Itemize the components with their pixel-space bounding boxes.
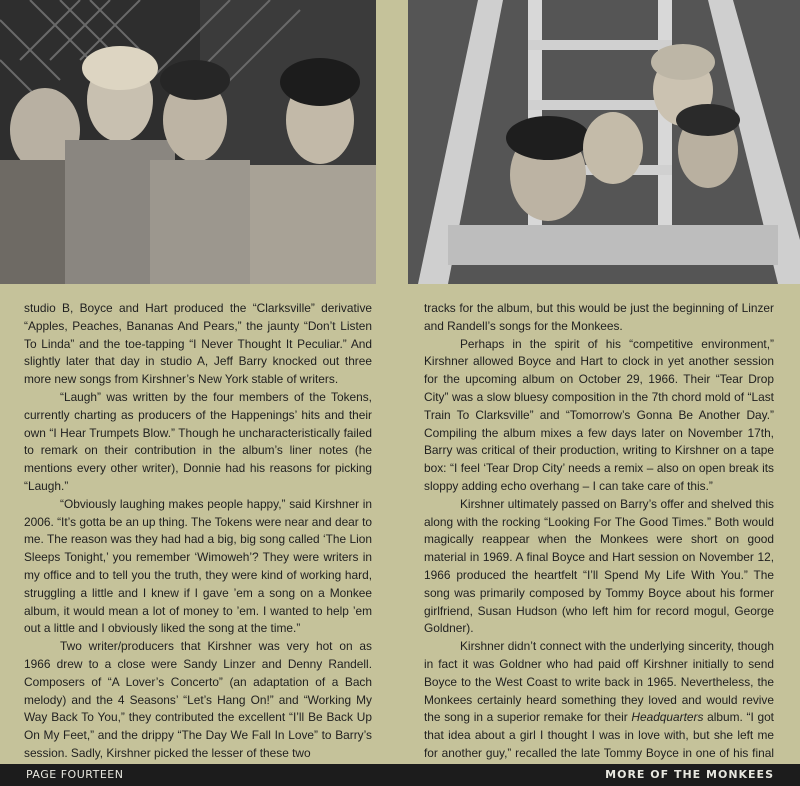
paragraph-text: album. “I got that idea about a girl I thought I was in love with, but she left me for another guy,” recalled the late Tommy Boyce in one of his final — [424, 710, 774, 760]
paragraph: Kirshner ultimately passed on Barry’s offer and shelved this along with the rocking “Looking For The Good Times.” Both would magically reappear when the Monkees were short on good material in 1969. A final Boyce and Hart session on November 12, 1966 produced the heartfelt “I’ll Spend My Life With You.” The song was primarily composed by Tommy Boyce about his former girlfriend, Susan Hudson (who left him for record mogul, George Goldner). — [424, 496, 774, 636]
band-photo-left-image — [0, 0, 376, 284]
band-photo-right-image — [408, 0, 800, 284]
paragraph: “Laugh” was written by the four members of the Tokens, currently charting as producers of the Happenings’ hits and their own “I Hear Trumpets Blow.” Though he uncharacteristically failed to remark on their contribution in the album’s liner notes (he mentions every other writer), Donnie had his reasons for picking “Laugh.” — [24, 389, 372, 493]
paragraph: studio B, Boyce and Hart produced the “Clarksville” derivative “Apples, Peaches, Bananas And Pears,” the jaunty “Don’t Listen To Linda” and the toe-tapping “I Never Thought It Peculiar.” And slightly later that day in studio A, Jeff Barry knocked out three more new songs from Kirshner’s New York stable of writers. — [24, 301, 372, 387]
album-title: Headquarters — [631, 710, 704, 725]
paragraph — [424, 638, 774, 780]
paragraph-text: Kirshner didn’t connect with the underlying sincerity, though in fact it was Goldner who had paid off Kirshner initially to send Boyce to the West Coast to write back in 1965. Nevertheless, the Monkees certainly heard something they loved and would revive the song in a superior remake for their — [424, 639, 774, 725]
paragraph: Perhaps in the spirit of his “competitive environment,” Kirshner allowed Boyce and Hart to clock in yet another session for the upcoming album on October 29, 1966. Their “Tear Drop City” was a slow bluesy composition in the 7th chord mold of “Last Train To Clarksville” and “Tomorrow’s Gonna Be Another Day.” Compiling the album mixes a few days later on November 17th, Barry was critical of their production, writing to Kirshner on a tape box: “I feel ‘Tear Drop City’ needs a remix – also on open break its sloppy adding echo overhang – I can take care of this.” — [424, 336, 774, 493]
article-column-right — [424, 300, 774, 781]
band-photo-right — [408, 0, 800, 284]
paragraph: tracks for the album, but this would be just the beginning of Linzer and Randell’s songs for the Monkees. — [424, 301, 774, 333]
publication-title: MORE OF THE MONKEES — [605, 768, 774, 781]
page-number-label: PAGE FOURTEEN — [26, 768, 124, 781]
page-footer — [0, 764, 800, 786]
band-photo-left — [0, 0, 376, 284]
paragraph: “Obviously laughing makes people happy,” said Kirshner in 2006. “It’s gotta be an up thing. The Tokens were near and dear to me. The reason was they had had a big, big song called ‘The Lion Sleeps Tonight,’ you remember ‘Wimoweh’? They were writers in my office and to tell you the truth, they were kind of working hard, struggling a little and I knew if I gave ’em a song on a Monkee album, it would mean a lot of money to ’em. I wanted to help ’em out a little and I obviously liked the song at the time.” — [24, 496, 372, 636]
paragraph: Two writer/producers that Kirshner was very hot on as 1966 drew to a close were Sandy Linzer and Denny Randell. Composers of “A Lover’s Concerto” (an adaptation of a Bach melody) and the 4 Seasons’ “Let’s Hang On!” and “Working My Way Back To You,” they contributed the excellent “I’ll Be Back Up On My Feet,” and the drippy “The Day We Fall In Love” to Barry’s session. Sadly, Kirshner picked the lesser of these two — [24, 639, 372, 760]
article-column-left — [24, 300, 372, 763]
